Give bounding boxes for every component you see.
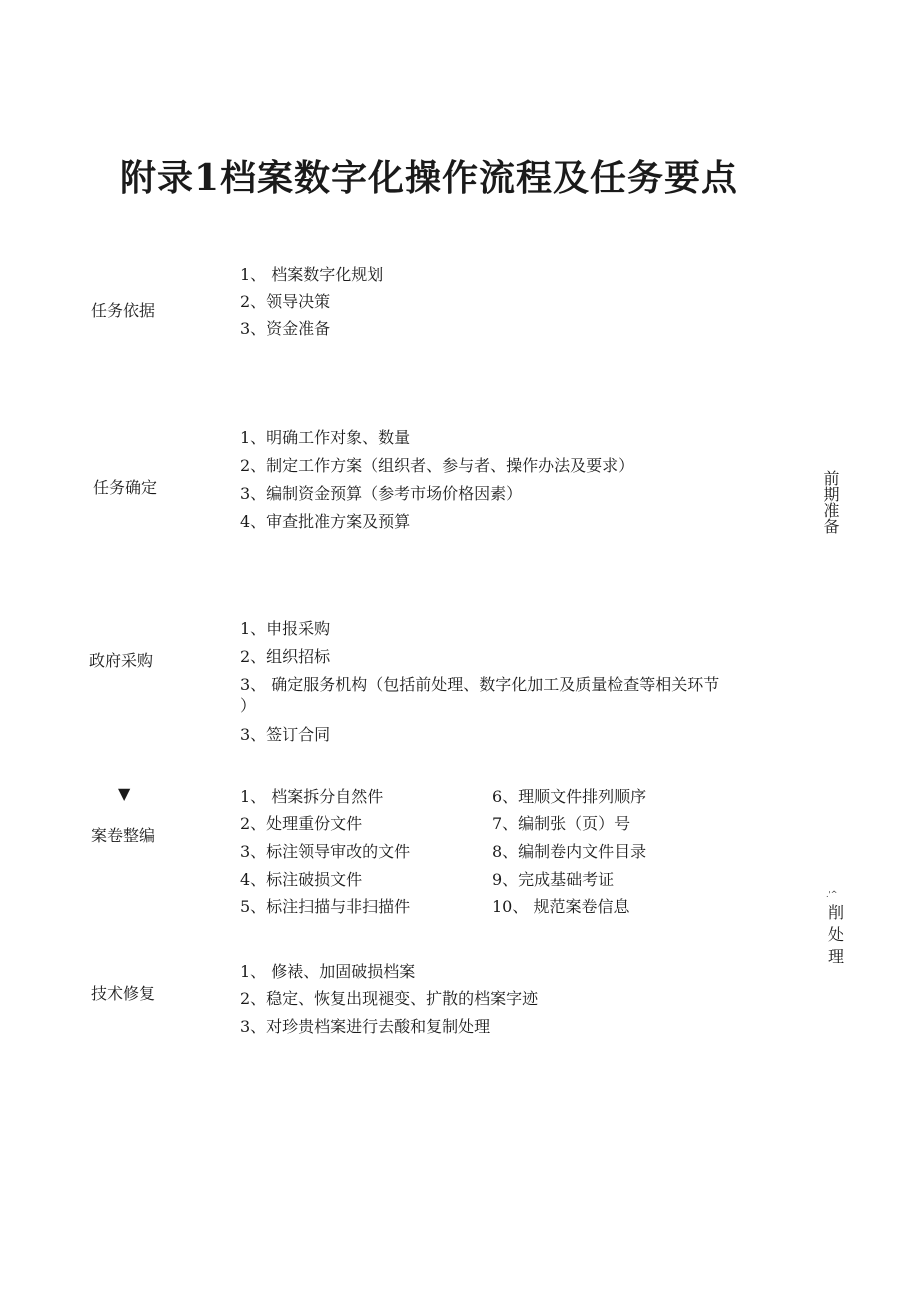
list-item: 1、明确工作对象、数量 [240, 428, 411, 447]
list-item: 3、对珍贵档案进行去酸和复制处理 [240, 1017, 491, 1036]
side-label-prep: 前期准备 [821, 470, 840, 534]
page-title: 附录1档案数字化操作流程及任务要点 [120, 157, 739, 199]
section-label-procure: 政府采购 [89, 651, 154, 670]
list-item: 10、 规范案卷信息 [492, 897, 630, 916]
list-item: 3、资金准备 [240, 319, 331, 338]
list-item: 2、制定工作方案（组织者、参与者、操作办法及要求） [240, 456, 635, 475]
list-item: 3、签订合同 [240, 725, 331, 744]
list-item: 4、审查批准方案及预算 [240, 512, 411, 531]
list-item: ） [240, 696, 257, 715]
list-item: 8、编制卷内文件目录 [492, 842, 647, 861]
section-label-repair: 技术修复 [91, 984, 156, 1003]
section-label-organize: 案卷整编 [91, 826, 156, 845]
side-char: 处 [827, 925, 844, 944]
side-label-small-mark: .'^ [826, 890, 838, 899]
list-item: 3、 确定服务机构（包括前处理、数字化加工及质量检查等相关环节 [240, 675, 720, 694]
side-label-preprocess [826, 902, 846, 968]
list-item: 4、标注破损文件 [240, 870, 363, 889]
side-char: 理 [827, 947, 844, 966]
list-item: 2、处理重份文件 [240, 814, 363, 833]
list-item: 5、标注扫描与非扫描件 [240, 897, 411, 916]
list-item: 7、编制张（页）号 [492, 814, 631, 833]
side-char: 削 [827, 903, 844, 922]
down-arrow-icon: ▼ [118, 784, 131, 803]
list-item: 3、标注领导审改的文件 [240, 842, 411, 861]
list-item: 3、编制资金预算（参考市场价格因素） [240, 484, 523, 503]
list-item: 1、 修裱、加固破损档案 [240, 962, 416, 981]
list-item: 2、组织招标 [240, 647, 331, 666]
section-label-confirm: 任务确定 [93, 478, 158, 497]
list-item: 1、申报采购 [240, 619, 331, 638]
list-item: 2、稳定、恢复出现褪变、扩散的档案字迹 [240, 989, 539, 1008]
list-item: 6、理顺文件排列顺序 [492, 787, 647, 806]
section-label-basis: 任务依据 [91, 301, 156, 320]
list-item: 1、 档案数字化规划 [240, 265, 384, 284]
list-item: 1、 档案拆分自然件 [240, 787, 384, 806]
list-item: 2、领导决策 [240, 292, 331, 311]
list-item: 9、完成基础考证 [492, 870, 615, 889]
